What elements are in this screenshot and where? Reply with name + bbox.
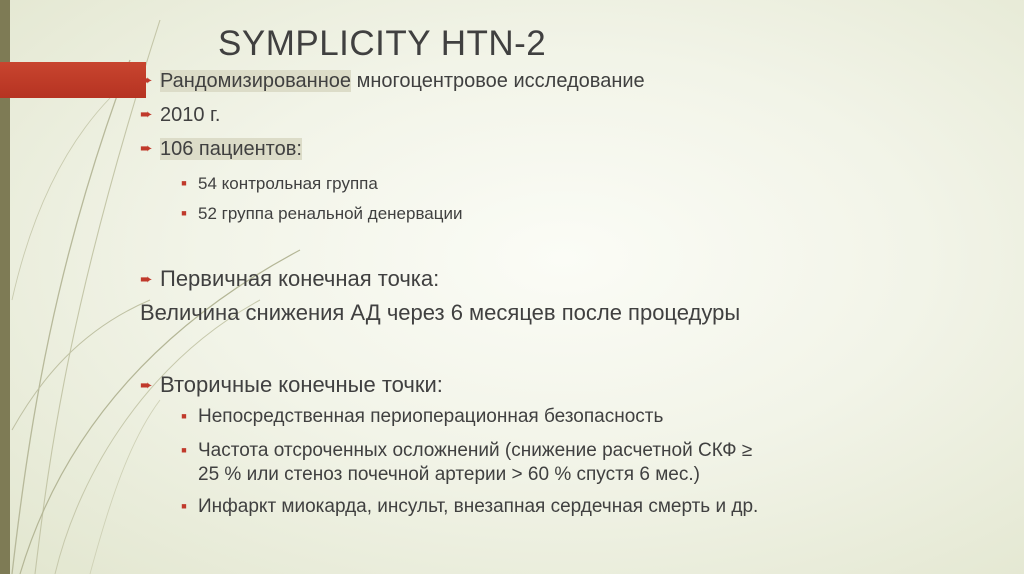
bullet-primary-endpoint: [140, 266, 439, 292]
bullet-year: [140, 104, 220, 127]
sub-bullet-control-group: [170, 174, 378, 194]
arrow-bullet-icon: ➨: [140, 271, 153, 288]
bullet-text: 2010 г.: [160, 104, 221, 126]
sub-bullet-outcomes: [170, 496, 758, 518]
sub-bullet-text: Непосредственная периоперационная безопасность: [198, 406, 664, 427]
square-bullet-icon: ■: [181, 178, 187, 188]
bullet-study-type: [140, 70, 645, 93]
sub-bullet-text: 52 группа ренальной денервации: [198, 204, 463, 223]
bullet-patients: [140, 138, 302, 161]
square-bullet-icon: ■: [181, 411, 187, 421]
sub-bullet-text: Инфаркт миокарда, инсульт, внезапная сердечная смерть и др.: [198, 496, 759, 517]
bullet-text: многоцентровое исследование: [351, 70, 645, 92]
arrow-bullet-icon: ➨: [140, 377, 153, 394]
square-bullet-icon: ■: [181, 501, 187, 511]
sub-bullet-text: 54 контрольная группа: [198, 174, 378, 193]
arrow-bullet-icon: ➨: [140, 140, 153, 157]
square-bullet-icon: ■: [181, 208, 187, 218]
highlighted-text: Рандомизированное: [160, 70, 352, 92]
sub-bullet-complications-continued: 25 % или стеноз почечной артерии > 60 % спустя 6 мес.): [198, 464, 700, 485]
bullet-secondary-endpoints: [140, 372, 443, 398]
square-bullet-icon: ■: [181, 445, 187, 455]
sub-bullet-safety: [170, 406, 663, 428]
title-accent-bar: [0, 62, 146, 98]
arrow-bullet-icon: ➨: [140, 72, 153, 89]
primary-endpoint-text: Величина снижения АД через 6 месяцев после процедуры: [140, 300, 741, 325]
bullet-text: Вторичные конечные точки:: [160, 372, 443, 397]
arrow-bullet-icon: ➨: [140, 106, 153, 123]
bullet-text: Первичная конечная точка:: [160, 266, 440, 291]
highlighted-text: 106 пациентов:: [160, 138, 302, 160]
sub-bullet-complications: [170, 440, 752, 462]
sub-bullet-denervation-group: [170, 204, 462, 224]
slide-title: SYMPLICITY HTN-2: [218, 24, 547, 63]
sub-bullet-text: Частота отсроченных осложнений (снижение расчетной СКФ ≥: [198, 440, 753, 461]
